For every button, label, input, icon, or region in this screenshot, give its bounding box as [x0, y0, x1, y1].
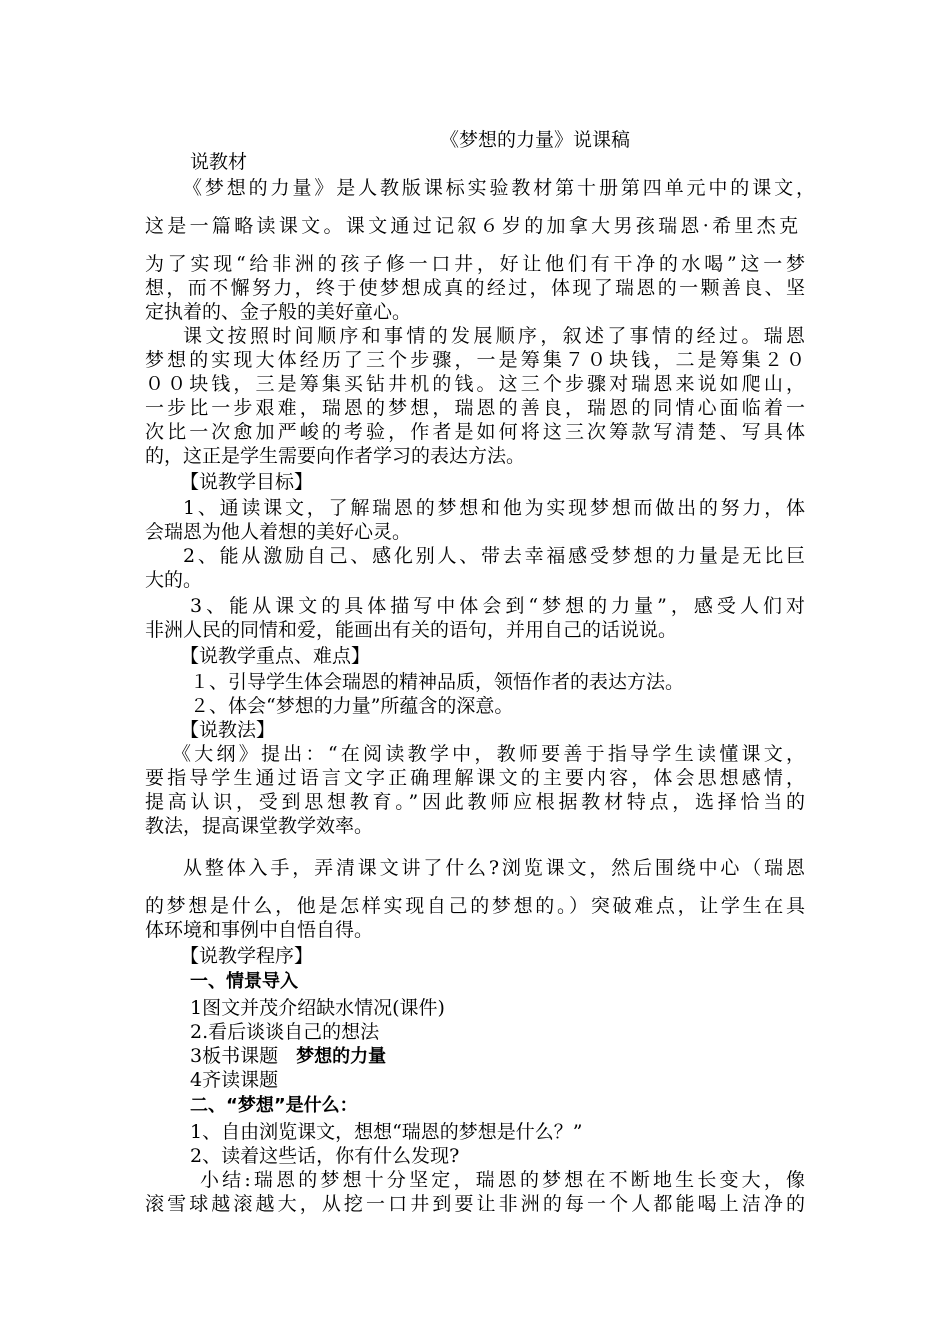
paragraph-line: 想，而不懈努力，终于使梦想成真的经过，体现了瑞恩的一颗善良、坚	[145, 277, 805, 299]
section-heading-goals: 【说教学目标】	[180, 471, 314, 493]
paragraph-line: 次比一次愈加严峻的考验，作者是如何将这三次筹款写清楚、写具体	[145, 421, 805, 443]
list-item-board-title	[190, 1044, 860, 1069]
paragraph-line: 的，这正是学生需要向作者学习的表达方法。	[145, 445, 526, 467]
list-item-label: 3板书课题	[190, 1045, 279, 1067]
section-heading-method: 【说教法】	[180, 719, 276, 741]
paragraph-line: 定执着的、金子般的美好童心。	[145, 301, 412, 323]
paragraph-line: 的梦想是什么，他是怎样实现自己的梦想的。）突破难点，让学生在具	[145, 895, 805, 917]
paragraph-line: 提高认识，受到思想教育。”因此教师应根据教材特点，选择恰当的	[145, 791, 805, 813]
list-item: 2、读着这些话，你有什么发现?	[190, 1145, 460, 1167]
list-item: 1图文并茂介绍缺水情况(课件)	[190, 997, 445, 1019]
list-item: 1、自由浏览课文，想想“瑞恩的梦想是什么？”	[190, 1121, 583, 1143]
paragraph-line: 《大纲》提出：“在阅读教学中，教师要善于指导学生读懂课文，	[172, 743, 805, 765]
paragraph-line: ２、体会“梦想的力量”所蕴含的深意。	[190, 695, 514, 717]
paragraph-line: 《梦想的力量》是人教版课标实验教材第十册第四单元中的课文，	[183, 177, 815, 199]
paragraph-line: 一步比一步艰难，瑞恩的梦想，瑞恩的善良，瑞恩的同情心面临着一	[145, 397, 805, 419]
paragraph-line: 教法，提高课堂教学效率。	[145, 815, 374, 837]
paragraph-line: 为了实现“给非洲的孩子修一口井，好让他们有干净的水喝”这一梦	[145, 253, 805, 275]
section-heading-procedure: 【说教学程序】	[180, 945, 314, 967]
paragraph-line: 课文按照时间顺序和事情的发展顺序，叙述了事情的经过。瑞恩	[183, 325, 805, 347]
paragraph-line: 从整体入手，弄清课文讲了什么?浏览课文，然后围绕中心（瑞恩	[183, 857, 805, 879]
section-heading-material: 说教材	[190, 151, 248, 173]
paragraph-line: ００块钱，三是筹集买钻井机的钱。这三个步骤对瑞恩来说如爬山，	[145, 373, 805, 395]
paragraph-line: 2、能从激励自己、感化别人、带去幸福感受梦想的力量是无比巨	[183, 545, 805, 567]
paragraph-line: 非洲人民的同情和爱，能画出有关的语句，并用自己的话说说。	[145, 619, 678, 641]
paragraph-line: 大的。	[145, 569, 203, 591]
board-title: 梦想的力量	[296, 1046, 387, 1067]
paragraph-line: 这是一篇略读课文。课文通过记叙６岁的加拿大男孩瑞恩·希里杰克	[145, 215, 798, 237]
paragraph-line: 1、通读课文，了解瑞恩的梦想和他为实现梦想而做出的努力，体	[183, 497, 805, 519]
paragraph-line: 小结:瑞恩的梦想十分坚定，瑞恩的梦想在不断地生长变大，像	[200, 1169, 805, 1191]
list-item: 4齐读课题	[190, 1069, 279, 1091]
paragraph-line: 滚雪球越滚越大，从挖一口井到要让非洲的每一个人都能喝上洁净的	[145, 1193, 805, 1215]
step-heading: 一、情景导入	[190, 971, 298, 992]
step-heading: 二、“梦想”是什么：	[190, 1095, 358, 1116]
paragraph-line: 梦想的实现大体经历了三个步骤，一是筹集７０块钱，二是筹集２０	[145, 349, 805, 371]
document-title: 《梦想的力量》说课稿	[440, 129, 631, 151]
section-heading-key: 【说教学重点、难点】	[180, 645, 371, 667]
paragraph-line: 要指导学生通过语言文字正确理解课文的主要内容，体会思想感情，	[145, 767, 805, 789]
paragraph-line: 体环境和事例中自悟自得。	[145, 919, 374, 941]
paragraph-line: １、引导学生体会瑞恩的精神品质，领悟作者的表达方法。	[190, 671, 685, 693]
list-item: 2.看后谈谈自己的想法	[190, 1021, 380, 1043]
paragraph-line: 3、能从课文的具体描写中体会到“梦想的力量”，感受人们对	[190, 595, 805, 617]
paragraph-line: 会瑞恩为他人着想的美好心灵。	[145, 521, 412, 543]
